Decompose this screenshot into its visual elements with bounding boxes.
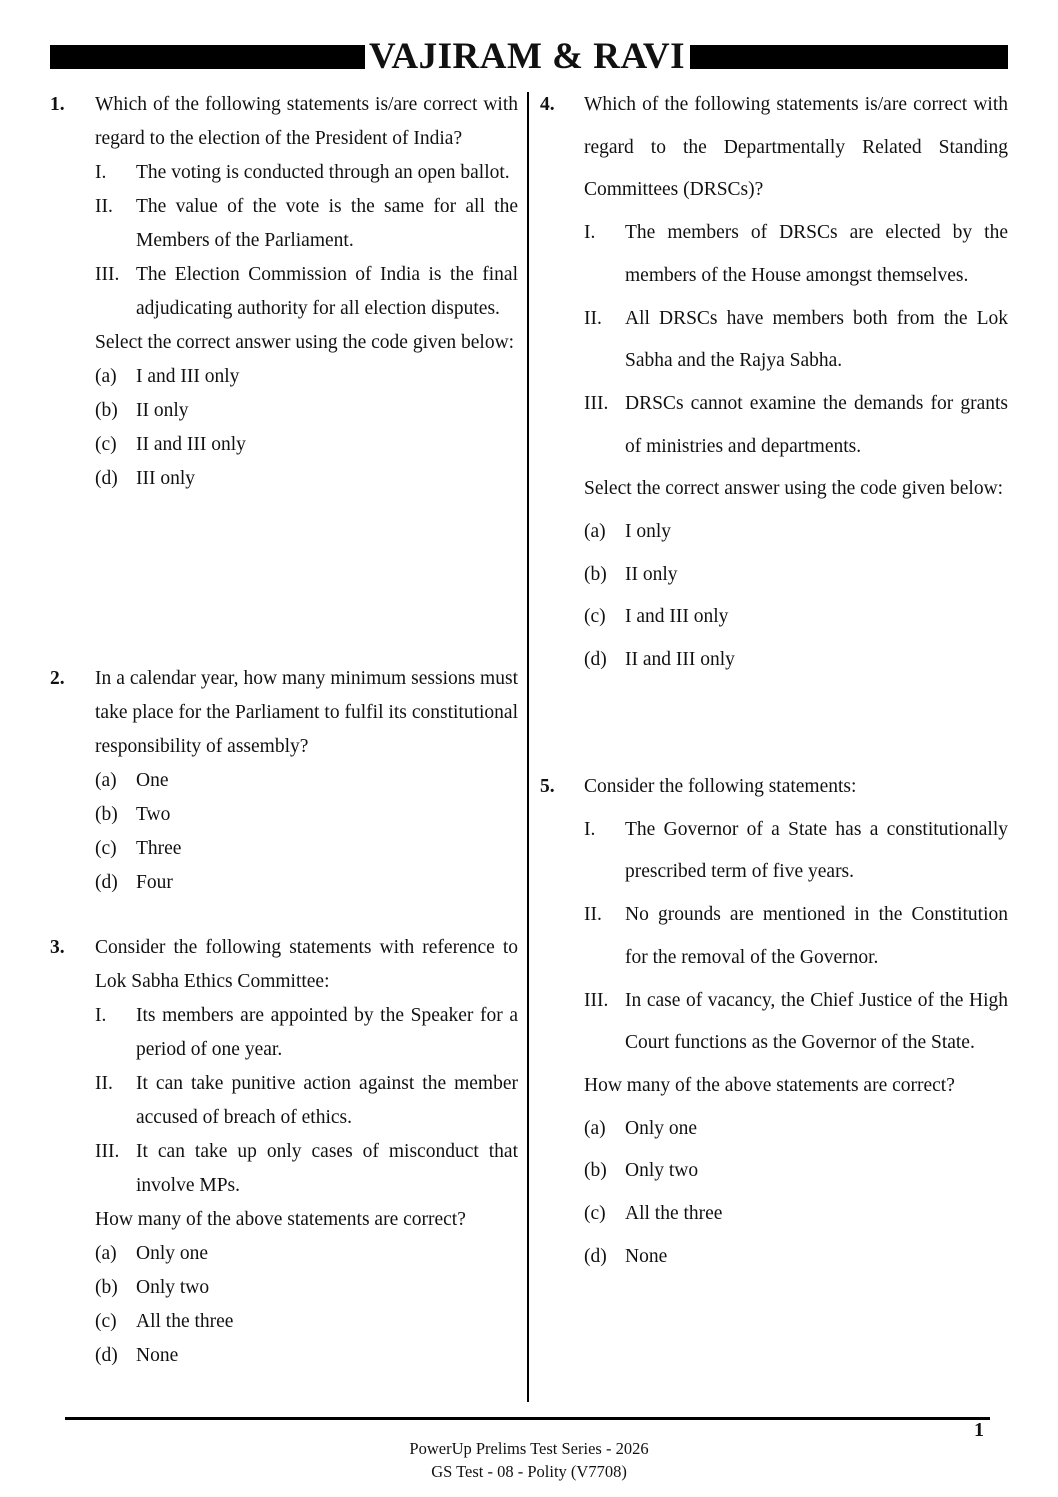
statement <box>95 1135 518 1203</box>
option-label: (d) <box>95 872 118 893</box>
answer-option[interactable] <box>95 462 518 496</box>
brand-title: VAJIRAM & RAVI <box>368 36 686 77</box>
statement-label: II. <box>95 1073 113 1094</box>
option-label: (b) <box>95 804 118 825</box>
statement-label: I. <box>95 162 107 183</box>
option-text: Four <box>136 872 173 893</box>
option-label: (a) <box>95 366 117 387</box>
statement <box>584 383 1008 468</box>
question-body <box>95 662 518 900</box>
statement-text: The members of DRSCs are elected by the members of the House amongst themselves. <box>625 222 1008 286</box>
option-text: Only two <box>625 1160 699 1182</box>
option-text: Only one <box>136 1243 209 1264</box>
question-prompt: Select the correct answer using the code given below: <box>95 332 515 353</box>
answer-option[interactable] <box>584 1150 1008 1193</box>
question-body <box>584 84 1008 682</box>
answer-option[interactable] <box>95 866 518 900</box>
option-text: III only <box>136 468 196 489</box>
question-stem: In a calendar year, how many minimum sessions must take place for the Parliament to fulfil its constitutional responsibility of assembly? <box>95 668 518 757</box>
option-text: None <box>136 1345 179 1366</box>
answer-option[interactable] <box>95 394 518 428</box>
statement <box>584 809 1008 894</box>
option-text: I only <box>625 521 672 543</box>
answer-option[interactable] <box>584 596 1008 639</box>
header-bar-left <box>50 45 365 69</box>
footer-test: GS Test - 08 - Polity (V7708) <box>431 1462 627 1481</box>
option-text: Two <box>136 804 171 825</box>
answer-option[interactable] <box>584 1108 1008 1151</box>
question-stem: Which of the following statements is/are correct with regard to the election of the President of India? <box>95 94 518 149</box>
question-number: 1. <box>50 94 65 115</box>
statement-text: It can take punitive action against the member accused of breach of ethics. <box>136 1073 518 1128</box>
statement-text: The voting is conducted through an open ballot. <box>136 162 510 183</box>
question-prompt: How many of the above statements are correct? <box>584 1074 955 1096</box>
statement-label: I. <box>95 1005 107 1026</box>
statement-label: III. <box>584 392 609 414</box>
option-text: II and III only <box>136 434 246 455</box>
statement-label: III. <box>95 264 120 285</box>
option-text: II only <box>625 563 678 585</box>
option-text: I and III only <box>136 366 240 387</box>
option-label: (a) <box>584 521 606 543</box>
question-prompt: Select the correct answer using the code given below: <box>584 478 1004 500</box>
option-text: One <box>136 770 169 791</box>
option-label: (b) <box>584 563 607 585</box>
statement-label: I. <box>584 222 596 244</box>
option-label: (c) <box>95 838 117 859</box>
answer-option[interactable] <box>95 428 518 462</box>
option-text: Three <box>136 838 182 859</box>
option-text: All the three <box>136 1311 234 1332</box>
statement <box>584 894 1008 979</box>
statement-label: II. <box>584 904 602 926</box>
statement-label: I. <box>584 818 596 840</box>
answer-option[interactable] <box>95 360 518 394</box>
option-text: II and III only <box>625 649 735 671</box>
option-label: (d) <box>584 1245 607 1267</box>
question-prompt: How many of the above statements are correct? <box>95 1209 466 1230</box>
answer-option[interactable] <box>95 798 518 832</box>
footer-rule <box>65 1417 990 1420</box>
option-label: (a) <box>584 1117 606 1139</box>
option-label: (a) <box>95 1243 117 1264</box>
option-text: II only <box>136 400 189 421</box>
statement <box>584 298 1008 383</box>
statement-text: In case of vacancy, the Chief Justice of the High Court functions as the Governor of the State. <box>625 989 1008 1054</box>
statement-text: The value of the vote is the same for all the Members of the Parliament. <box>136 196 518 251</box>
option-label: (c) <box>584 1203 606 1225</box>
question-body <box>95 88 518 496</box>
statement <box>95 999 518 1067</box>
question-stem: Consider the following statements with reference to Lok Sabha Ethics Committee: <box>95 937 518 992</box>
statement-label: II. <box>95 196 113 217</box>
option-text: I and III only <box>625 606 729 628</box>
answer-option[interactable] <box>584 554 1008 597</box>
answer-option[interactable] <box>584 639 1008 682</box>
answer-option[interactable] <box>95 1237 518 1271</box>
statement-label: II. <box>584 307 602 329</box>
question-number: 3. <box>50 937 65 958</box>
option-label: (d) <box>584 649 607 671</box>
option-text: None <box>625 1245 668 1267</box>
question-stem: Which of the following statements is/are correct with regard to the Departmentally Related Standing Committees (DRSCs)? <box>584 94 1008 201</box>
option-text: Only one <box>625 1117 698 1139</box>
option-label: (d) <box>95 1345 118 1366</box>
answer-option[interactable] <box>584 1193 1008 1236</box>
statement <box>95 190 518 258</box>
question-body <box>584 766 1008 1278</box>
option-label: (c) <box>584 606 606 628</box>
answer-option[interactable] <box>95 764 518 798</box>
column-divider <box>527 92 529 1402</box>
statement-label: III. <box>584 989 609 1011</box>
option-text: Only two <box>136 1277 210 1298</box>
page-number: 1 <box>974 1419 984 1441</box>
statement <box>584 212 1008 297</box>
statement-text: The Election Commission of India is the final adjudicating authority for all election disputes. <box>136 264 518 319</box>
option-label: (b) <box>584 1160 607 1182</box>
statement-text: DRSCs cannot examine the demands for grants of ministries and departments. <box>625 392 1008 457</box>
statement-text: All DRSCs have members both from the Lok Sabha and the Rajya Sabha. <box>625 307 1008 372</box>
statement-text: It can take up only cases of misconduct that involve MPs. <box>136 1141 518 1196</box>
statement <box>95 156 518 190</box>
answer-option[interactable] <box>95 1271 518 1305</box>
header-bar-right <box>690 45 1008 69</box>
option-label: (c) <box>95 1311 117 1332</box>
statement-text: Its members are appointed by the Speaker for a period of one year. <box>136 1005 518 1060</box>
answer-option[interactable] <box>584 511 1008 554</box>
question-number: 4. <box>540 94 555 115</box>
option-label: (b) <box>95 400 118 421</box>
option-label: (c) <box>95 434 117 455</box>
statement-label: III. <box>95 1141 120 1162</box>
statement-text: No grounds are mentioned in the Constitution for the removal of the Governor. <box>625 904 1008 968</box>
answer-option[interactable] <box>584 1236 1008 1279</box>
question-body <box>95 931 518 1373</box>
answer-option[interactable] <box>95 832 518 866</box>
answer-option[interactable] <box>95 1305 518 1339</box>
statement-text: The Governor of a State has a constitutionally prescribed term of five years. <box>625 818 1008 883</box>
question-number: 2. <box>50 668 65 689</box>
answer-option[interactable] <box>95 1339 518 1373</box>
option-label: (a) <box>95 770 117 791</box>
option-text: All the three <box>625 1203 723 1225</box>
statement <box>95 1067 518 1135</box>
option-label: (d) <box>95 468 118 489</box>
question-number: 5. <box>540 776 555 797</box>
statement <box>584 980 1008 1065</box>
question-stem: Consider the following statements: <box>584 776 857 797</box>
statement <box>95 258 518 326</box>
footer-series: PowerUp Prelims Test Series - 2026 <box>409 1439 649 1458</box>
option-label: (b) <box>95 1277 118 1298</box>
